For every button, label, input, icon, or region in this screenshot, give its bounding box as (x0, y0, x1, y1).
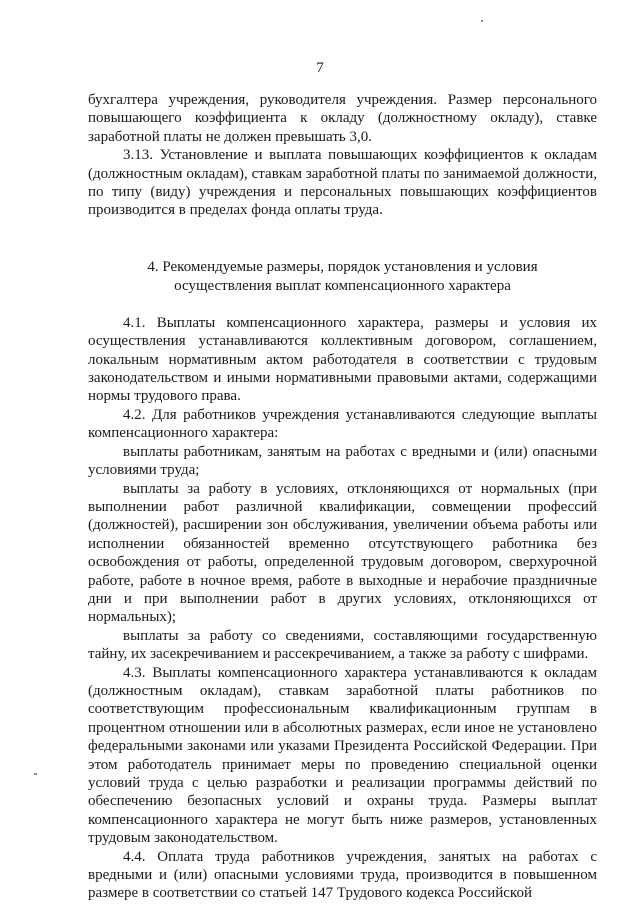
scan-artifact (34, 773, 37, 775)
paragraph-4-2-item-secret: выплаты за работу со сведениями, составляющими государственную тайну, их засекречиванием и рассекречиванием, а также за работу с шифрами. (88, 627, 597, 663)
section-heading-line-1: 4. Рекомендуемые размеры, порядок установления и условия (147, 258, 538, 275)
paragraph-4-2-item-harmful: выплаты работникам, занятым на работах с вредными и (или) опасными условиями труда; (88, 443, 597, 479)
paragraph-4-1: 4.1. Выплаты компенсационного характера, размеры и условия их осуществления устанавливаются коллективным договором, соглашением, локальным нормативным актом работодателя в соответствии с трудовым законодательством и иными нормативными правовыми актами, содержащими нормы трудового права. (88, 314, 597, 405)
scan-artifact (481, 20, 483, 22)
paragraph-3-13: 3.13. Установление и выплата повышающих коэффициентов к окладам (должностным окладам), ставкам заработной платы по занимаемой должности, по типу (виду) учреждения и персональных повышающих коэффициентов производится в пределах фонда оплаты труда. (88, 147, 597, 219)
page-number: 7 (316, 60, 324, 76)
section-heading-line-2: осуществления выплат компенсационного характера (174, 277, 511, 294)
section-heading (88, 258, 597, 296)
document-body (88, 91, 597, 903)
paragraph-4-3: 4.3. Выплаты компенсационного характера устанавливаются к окладам (должностным окладам), ставкам заработной платы работников по соответствующим профессиональным квалификационным группам в процентном отношении или в абсолютных размерах, если иное не установлено федеральными законами или указами Президента Российской Федерации. При этом работодатель принимает меры по проведению специальной оценки условий труда с целью разработки и реализации программы действий по обеспечению безопасных условий и охраны труда. Размеры выплат компенсационного характера не могут быть ниже размеров, установленных трудовым законодательством. (88, 664, 597, 847)
paragraph-4-2-item-abnormal: выплаты за работу в условиях, отклоняющихся от нормальных (при выполнении работ различной квалификации, совмещении профессий (должностей), расширении зон обслуживания, увеличении объема работы или исполнении обязанностей временно отсутствующего работника без освобождения от работы, определенной трудовым договором, сверхурочной работе, работе в ночное время, работе в выходные и нерабочие праздничные дни и при выполнении работ в других условиях, отклоняющихся от нормальных); (88, 480, 597, 626)
paragraph-continuation: бухгалтера учреждения, руководителя учреждения. Размер персонального повышающего коэффициента к окладу (должностному окладу), ставке заработной платы не должен превышать 3,0. (88, 92, 597, 145)
paragraph-4-4: 4.4. Оплата труда работников учреждения, занятых на работах с вредными и (или) опасными условиями труда, производится в повышенном размере в соответствии со статьей 147 Трудового кодекса Российской (88, 848, 597, 902)
paragraph-4-2: 4.2. Для работников учреждения устанавливаются следующие выплаты компенсационного характера: (88, 406, 597, 442)
